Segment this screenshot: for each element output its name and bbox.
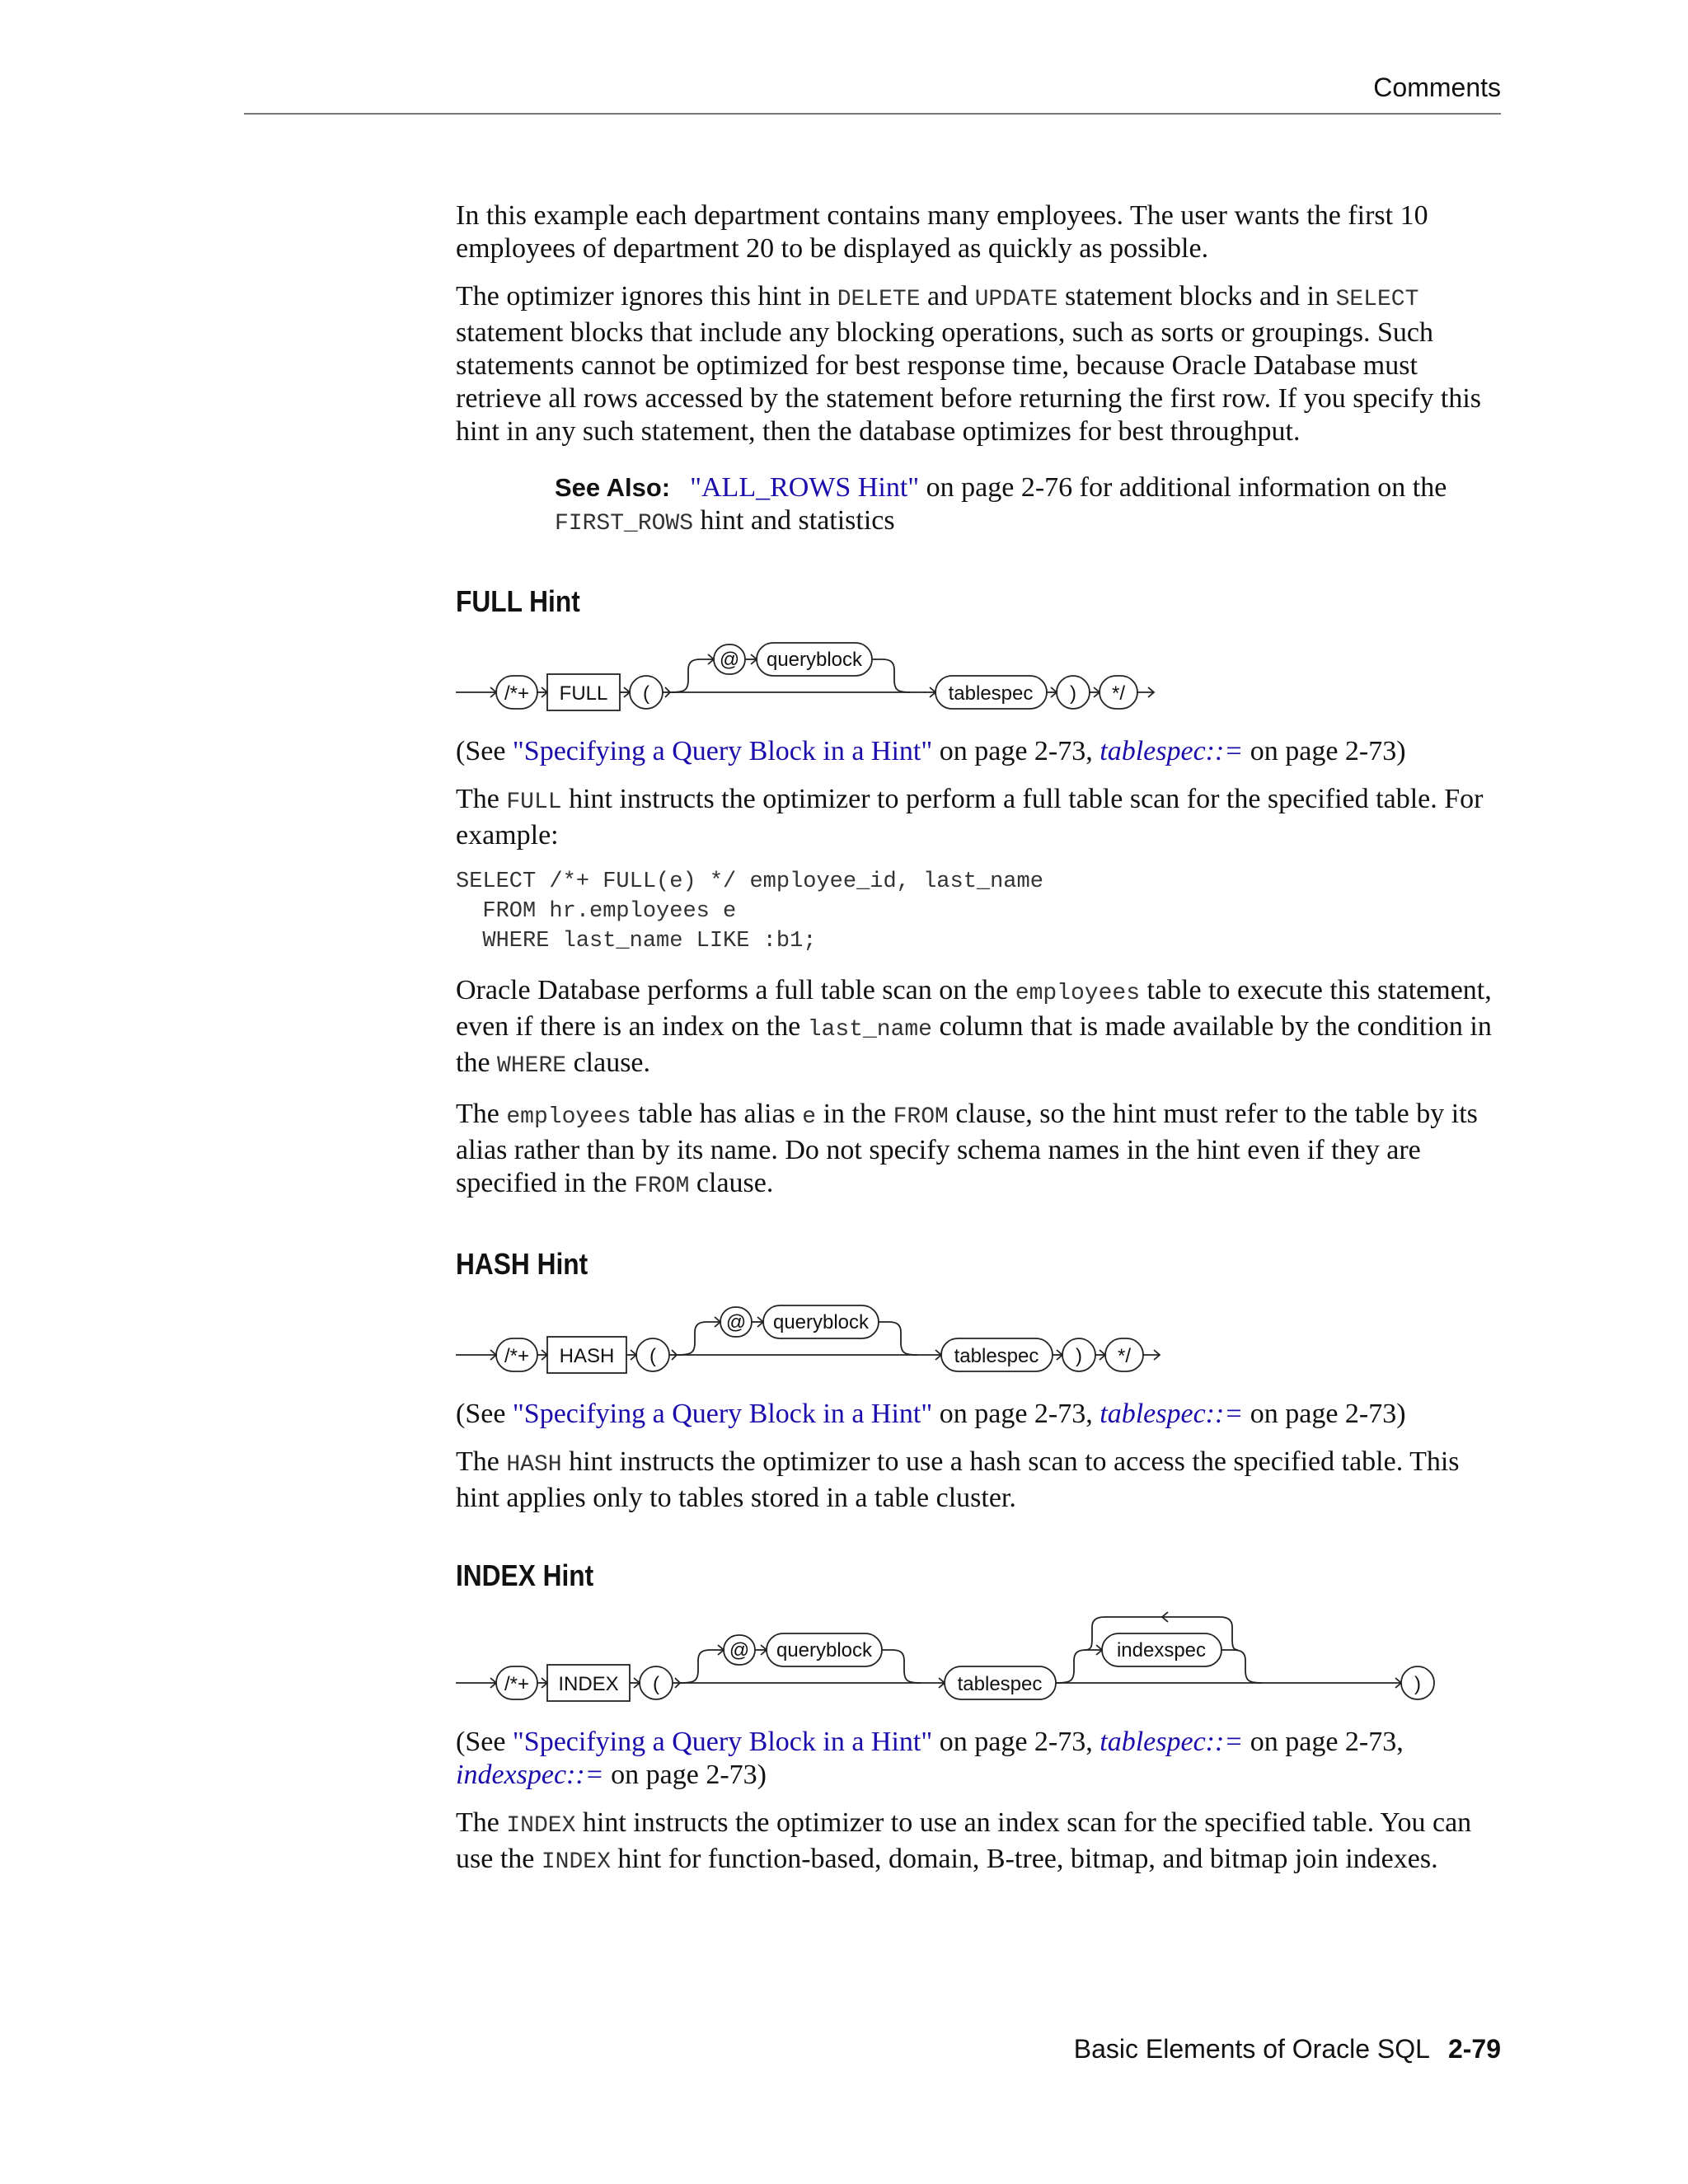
index-hint-syntax-diagram xyxy=(449,1609,1438,1708)
hash-hint-heading: HASH Hint xyxy=(456,1247,588,1281)
see-also-label: See Also: xyxy=(555,473,671,502)
diagram-tablespec: tablespec xyxy=(948,682,1034,705)
diagram-keyword-index: INDEX xyxy=(558,1673,619,1695)
code-line: SELECT /*+ FULL(e) */ employee_id, last_name xyxy=(456,869,1043,894)
footer-title: Basic Elements of Oracle SQL xyxy=(1073,2034,1430,2064)
page-body xyxy=(456,199,1507,1879)
query-block-link[interactable]: "Specifying a Query Block in a Hint" xyxy=(512,736,933,766)
diagram-keyword-full: FULL xyxy=(559,682,608,705)
full-description: The FULL hint instructs the optimizer to perform a full table scan for the specified table. For example: xyxy=(456,784,1484,851)
diagram-tablespec: tablespec xyxy=(957,1673,1043,1695)
header-rule xyxy=(244,113,1501,115)
diagram-at: @ xyxy=(719,649,740,671)
code-line: WHERE last_name LIKE :b1; xyxy=(456,929,817,954)
hash-see-reference: (See "Specifying a Query Block in a Hint" on page 2-73, tablespec::= on page 2-73) xyxy=(456,1399,1406,1429)
index-see-reference: (See "Specifying a Query Block in a Hint" on page 2-73, tablespec::= on page 2-73, indexspec::= on page 2-73) xyxy=(456,1727,1404,1790)
diagram-rparen: ) xyxy=(1076,1345,1082,1367)
diagram-indexspec: indexspec xyxy=(1116,1639,1207,1661)
diagram-at: @ xyxy=(725,1311,747,1333)
full-paragraph-4: The employees table has alias e in the FROM clause, so the hint must refer to the table by its alias rather than by its name. Do not specify schema names in the hint even if they are specified in the FROM clause. xyxy=(456,1099,1478,1199)
full-hint-heading: FULL Hint xyxy=(456,584,580,618)
query-block-link[interactable]: "Specifying a Query Block in a Hint" xyxy=(512,1727,933,1757)
diagram-open-comment: /*+ xyxy=(504,1673,530,1695)
hash-description: The HASH hint instructs the optimizer to use a hash scan to access the specified table. This hint applies only to tables stored in a table cluster. xyxy=(456,1446,1460,1513)
see-also-note: See Also: "ALL_ROWS Hint" on page 2-76 for additional information on the FIRST_ROWS hint and statistics xyxy=(555,472,1447,537)
diagram-close-comment: */ xyxy=(1111,682,1126,705)
page-number: 2-79 xyxy=(1447,2034,1501,2064)
diagram-queryblock: queryblock xyxy=(776,1639,873,1661)
running-header: Comments xyxy=(1373,73,1501,102)
diagram-keyword-hash: HASH xyxy=(559,1345,615,1367)
tablespec-link[interactable]: tablespec::= xyxy=(1100,736,1244,766)
diagram-queryblock: queryblock xyxy=(766,649,863,671)
diagram-lparen: ( xyxy=(649,1345,656,1367)
full-see-reference: (See "Specifying a Query Block in a Hint" on page 2-73, tablespec::= on page 2-73) xyxy=(456,736,1406,766)
page-footer xyxy=(1074,2034,1501,2064)
diagram-at: @ xyxy=(729,1639,750,1661)
diagram-tablespec: tablespec xyxy=(954,1345,1039,1367)
diagram-open-comment: /*+ xyxy=(504,682,530,705)
diagram-open-comment: /*+ xyxy=(504,1345,530,1367)
all-rows-hint-link[interactable]: "ALL_ROWS Hint" xyxy=(690,472,920,503)
diagram-queryblock: queryblock xyxy=(772,1311,870,1333)
index-description: The INDEX hint instructs the optimizer to use an index scan for the specified table. You can use the INDEX hint for function-based, domain, B-tree, bitmap, and bitmap join indexes. xyxy=(456,1807,1472,1875)
intro-paragraph-2: The optimizer ignores this hint in DELETE and UPDATE statement blocks and in SELECT statement blocks that include any blocking operations, such as sorts or groupings. Such statements cannot be optimized for best response time, because Oracle Database must retrieve all rows accessed by the statement before returning the first row. If you specify this hint in any such statement, then the database optimizes for best throughput. xyxy=(456,281,1482,447)
full-hint-syntax-diagram xyxy=(449,635,1191,717)
indexspec-link[interactable]: indexspec::= xyxy=(456,1760,604,1790)
diagram-rparen: ) xyxy=(1414,1673,1421,1695)
diagram-rparen: ) xyxy=(1070,682,1076,705)
tablespec-link[interactable]: tablespec::= xyxy=(1100,1399,1244,1429)
code-line: FROM hr.employees e xyxy=(456,899,737,924)
tablespec-link[interactable]: tablespec::= xyxy=(1100,1727,1244,1757)
diagram-lparen: ( xyxy=(653,1673,659,1695)
intro-paragraph-1: In this example each department contains many employees. The user wants the first 10 employees of department 20 to be displayed as quickly as possible. xyxy=(456,200,1428,264)
diagram-lparen: ( xyxy=(643,682,649,705)
index-hint-heading: INDEX Hint xyxy=(456,1558,594,1592)
query-block-link[interactable]: "Specifying a Query Block in a Hint" xyxy=(512,1399,933,1429)
full-paragraph-3: Oracle Database performs a full table scan on the employees table to execute this statement, even if there is an index on the last_name column that is made available by the condition in the WHERE clause. xyxy=(456,975,1492,1079)
diagram-close-comment: */ xyxy=(1117,1345,1132,1367)
hash-hint-syntax-diagram xyxy=(449,1297,1191,1380)
full-code-example xyxy=(456,867,1507,956)
